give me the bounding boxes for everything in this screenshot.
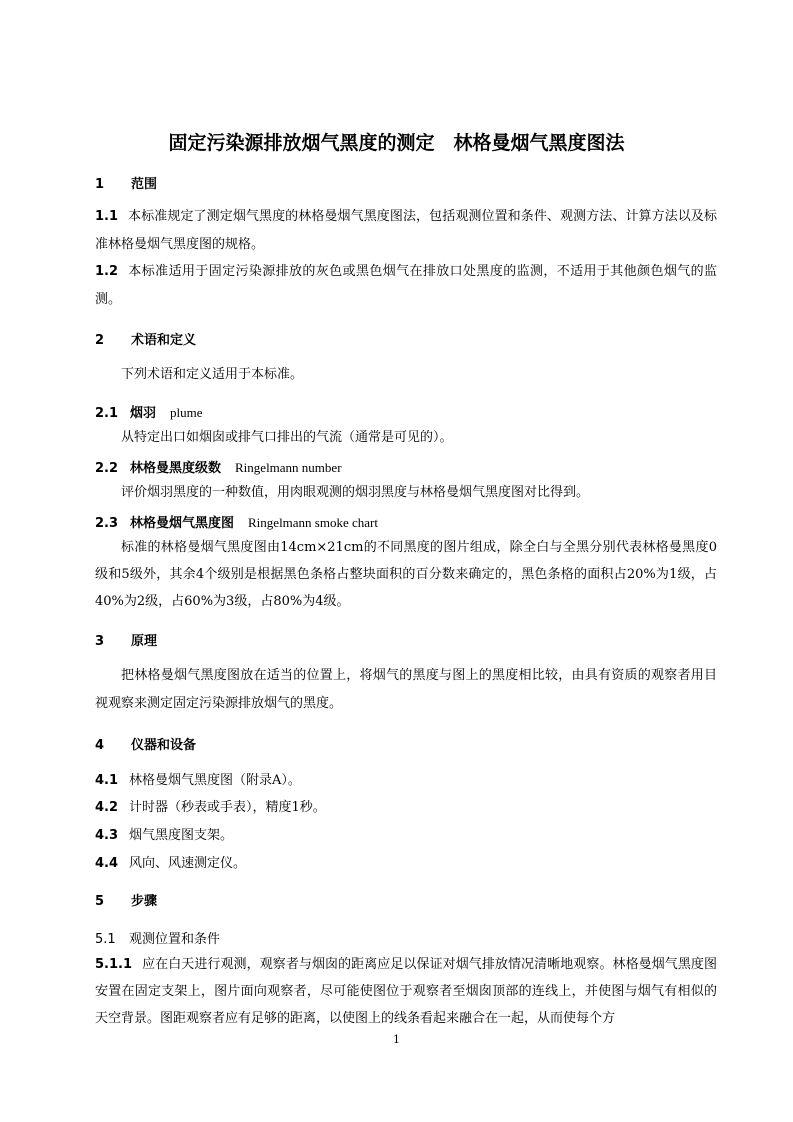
clause-number: 1.1 — [95, 209, 119, 224]
item-text: 风向、风速测定仪。 — [129, 856, 247, 871]
item-text: 烟气黑度图支架。 — [129, 828, 234, 843]
clause-number: 5.1.1 — [95, 957, 133, 972]
term-number: 2.1 — [95, 406, 119, 421]
section-number: 1 — [95, 177, 105, 192]
section-title: 范围 — [131, 177, 158, 192]
section-title: 原理 — [131, 634, 158, 649]
section-number: 3 — [95, 634, 105, 649]
section-number: 2 — [95, 333, 105, 348]
item-number: 4.1 — [95, 773, 119, 788]
subsection-title: 观测位置和条件 — [129, 932, 221, 947]
clause-number: 1.2 — [95, 264, 119, 279]
term-name: 林格曼黑度级数 — [130, 461, 222, 476]
section-heading-1 — [95, 173, 157, 192]
item-number: 4.3 — [95, 828, 119, 843]
term-name: 烟羽 — [130, 406, 157, 421]
item-number: 4.2 — [95, 800, 119, 815]
section-heading-4 — [95, 734, 196, 753]
section-heading-5 — [95, 890, 157, 909]
clause-text: 本标准规定了测定烟气黑度的林格曼烟气黑度图法，包括观测位置和条件、观测方法、计算方法以及标准林格曼烟气黑度图的规格。 — [95, 209, 717, 252]
term-2-3 — [95, 512, 378, 531]
section-number: 4 — [95, 738, 105, 753]
clause-text: 应在白天进行观测，观察者与烟囱的距离应足以保证对烟气排放情况清晰地观察。林格曼烟气黑度图安置在固定支架上，图片面向观察者，尽可能使图位于观察者至烟囱顶部的连线上，并使图与烟气有相似的天空背景。图距观察者应有足够的距离，以使图上的线条看起来融合在一起，从而使每个方 — [95, 957, 717, 1026]
term-2-3-definition: 标准的林格曼烟气黑度图由14cm×21cm的不同黑度的图片组成，除全白与全黑分别代表林格曼黑度0级和5级外，其余4个级别是根据黑色条格占整块面积的百分数来确定的，黑色条格的面积占20%为1级，占40%为2级，占60%为3级，占80%为4级。 — [95, 540, 717, 609]
section-2-intro: 下列术语和定义适用于本标准。 — [121, 367, 304, 382]
list-item-4-3 — [95, 824, 233, 843]
item-text: 计时器（秒表或手表），精度1秒。 — [129, 800, 326, 815]
page-number: 1 — [393, 1033, 400, 1046]
item-text: 林格曼烟气黑度图（附录A）。 — [129, 773, 301, 788]
term-2-1-definition: 从特定出口如烟囱或排气口排出的气流（通常是可见的）。 — [121, 430, 453, 445]
term-2-1 — [95, 402, 203, 421]
clause-1-2 — [95, 258, 717, 314]
term-number: 2.3 — [95, 516, 119, 531]
term-english: plume — [170, 405, 203, 420]
section-heading-2 — [95, 329, 196, 348]
clause-1-1 — [95, 203, 717, 259]
item-number: 4.4 — [95, 856, 119, 871]
list-item-4-1 — [95, 769, 301, 788]
section-title: 术语和定义 — [131, 333, 197, 348]
clause-5-1-1 — [95, 951, 717, 1032]
term-number: 2.2 — [95, 461, 119, 476]
document-title: 固定污染源排放烟气黑度的测定 林格曼烟气黑度图法 — [168, 132, 625, 154]
term-2-2 — [95, 457, 342, 476]
term-name: 林格曼烟气黑度图 — [130, 516, 235, 531]
clause-text: 本标准适用于固定污染源排放的灰色或黑色烟气在排放口处黑度的监测，不适用于其他颜色烟气的监测。 — [95, 264, 717, 307]
subsection-5-1 — [95, 928, 220, 947]
section-3-text: 把林格曼烟气黑度图放在适当的位置上，将烟气的黑度与图上的黑度相比较，由具有资质的观察者用目视观察来测定固定污染源排放烟气的黑度。 — [95, 668, 717, 711]
subsection-number: 5.1 — [95, 932, 116, 947]
section-number: 5 — [95, 894, 105, 909]
term-2-2-definition: 评价烟羽黑度的一种数值，用肉眼观测的烟羽黑度与林格曼烟气黑度图对比得到。 — [121, 485, 590, 500]
term-english: Ringelmann number — [235, 460, 342, 475]
section-title: 仪器和设备 — [131, 738, 197, 753]
term-english: Ringelmann smoke chart — [248, 515, 378, 530]
list-item-4-4 — [95, 852, 246, 871]
section-title: 步骤 — [131, 894, 158, 909]
list-item-4-2 — [95, 796, 326, 815]
section-heading-3 — [95, 630, 157, 649]
